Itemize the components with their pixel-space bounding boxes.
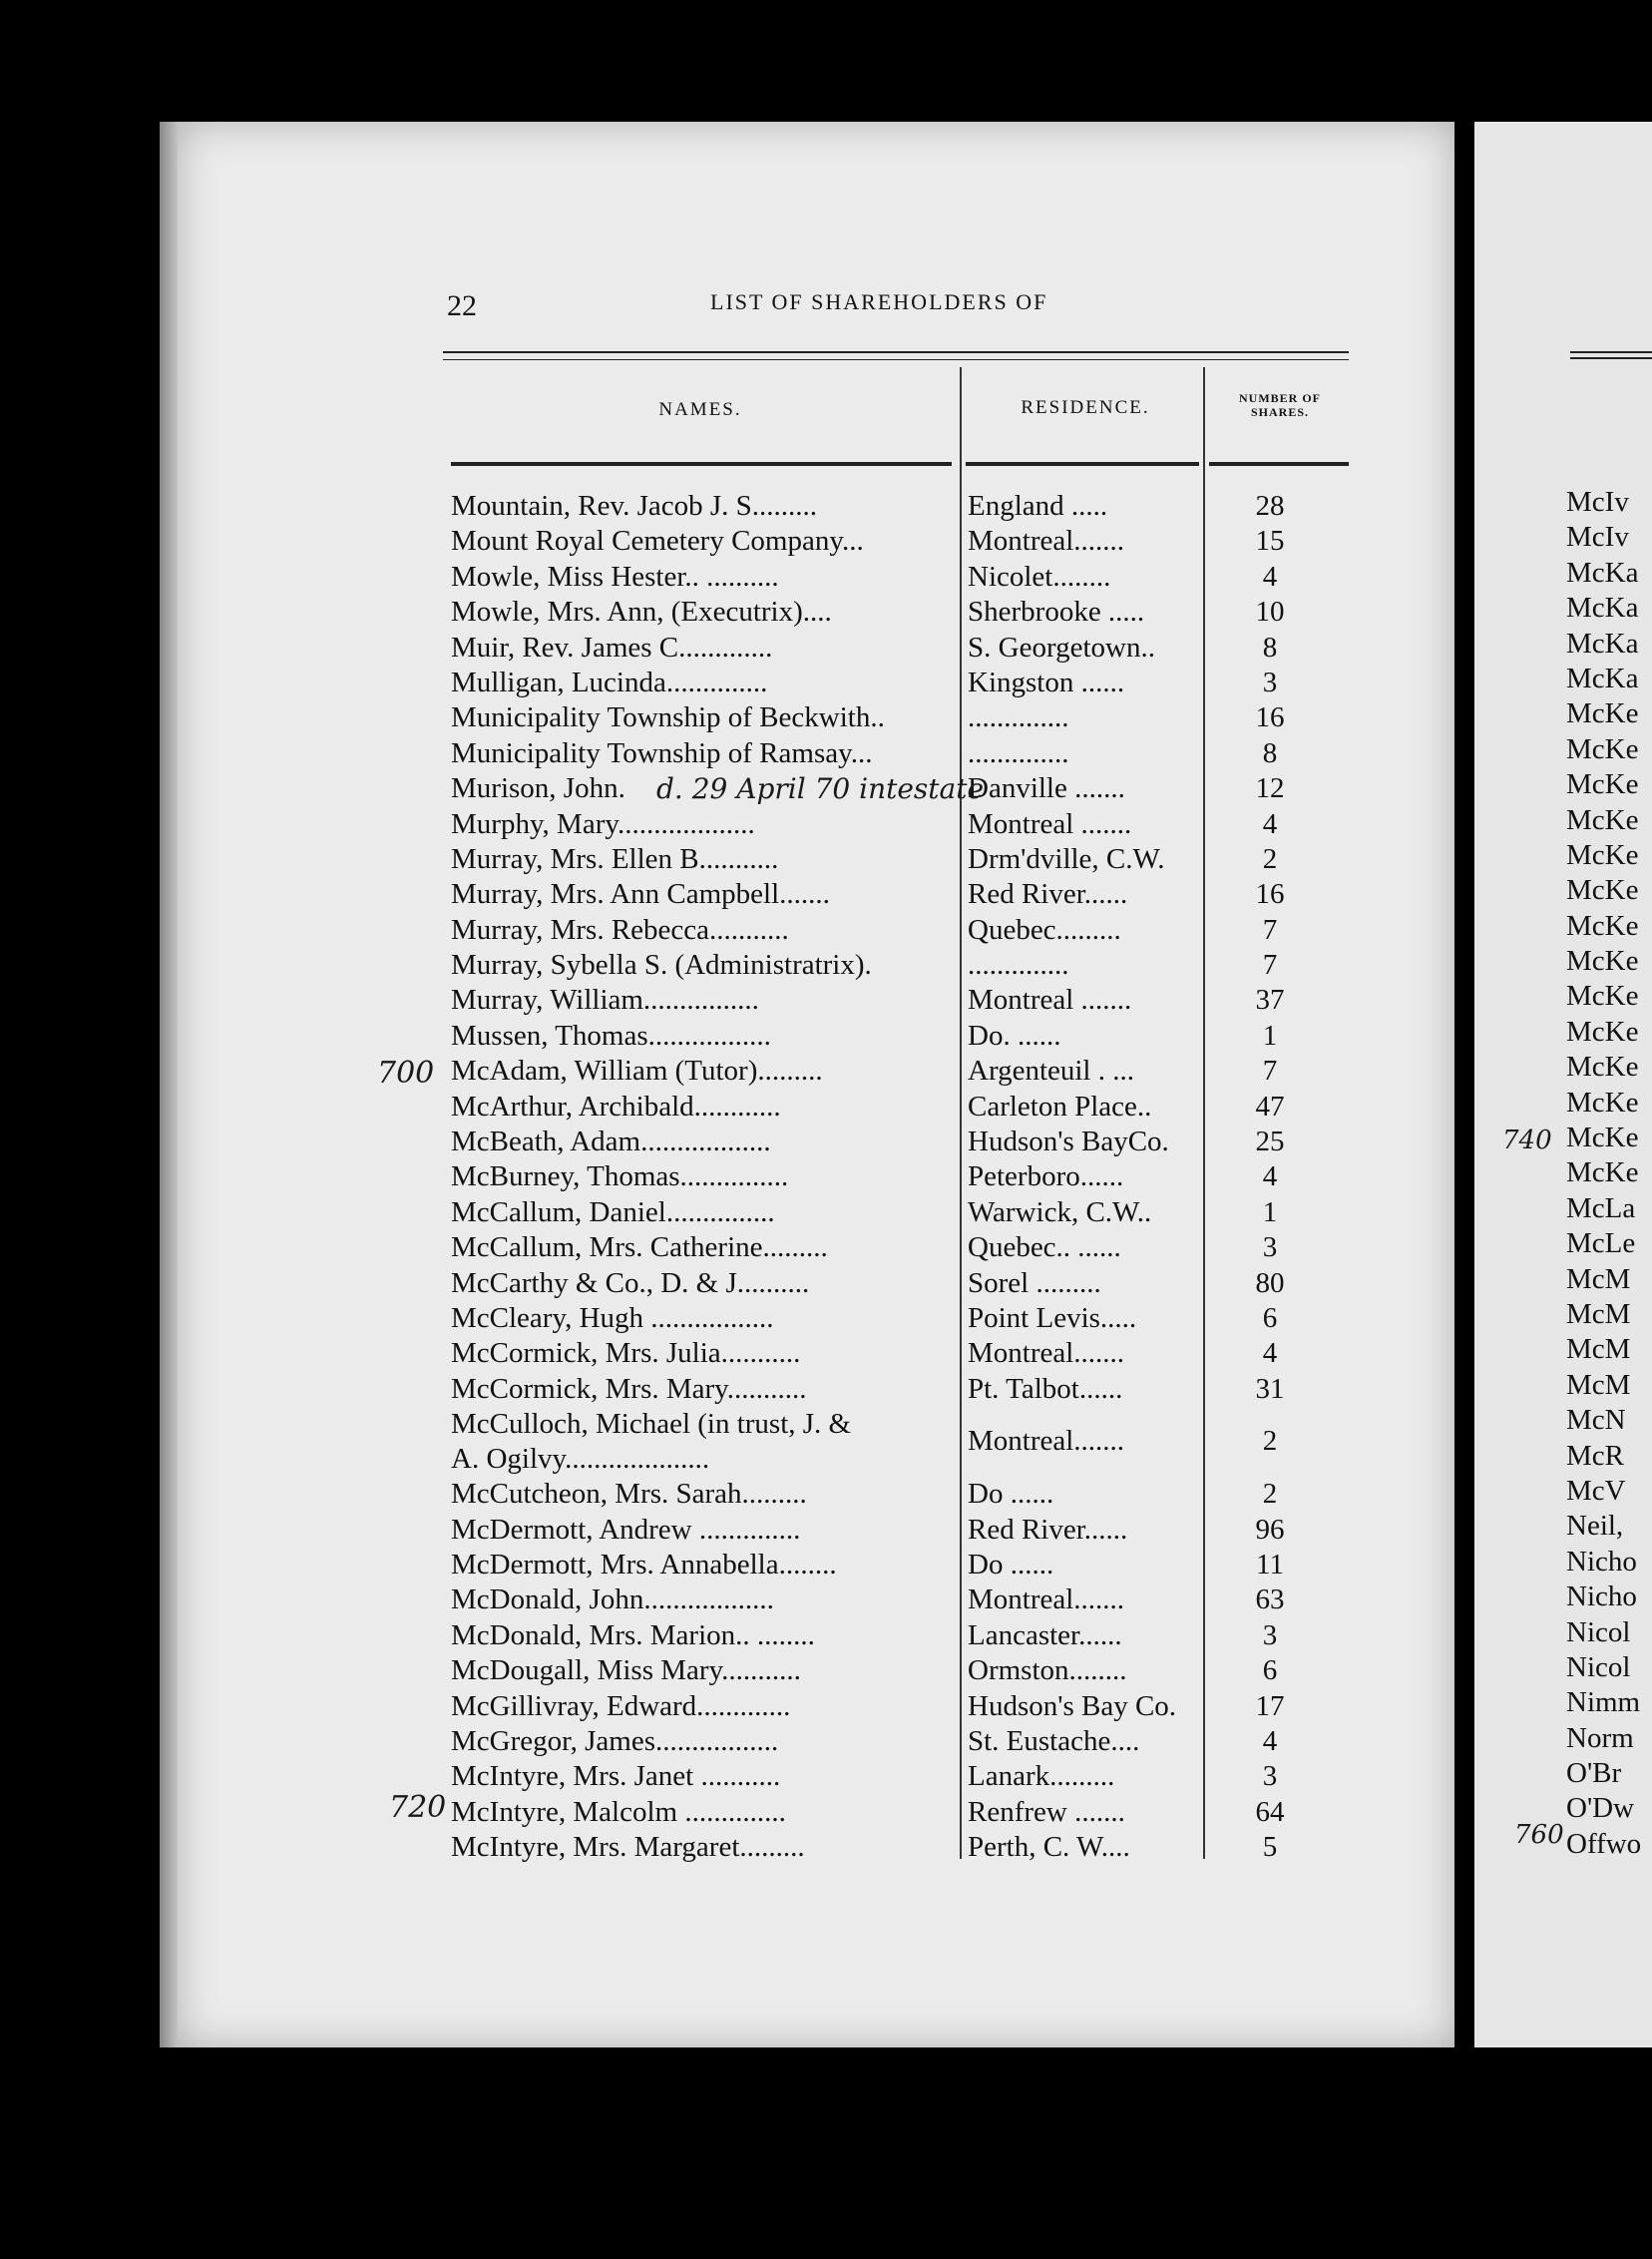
table-row bbox=[451, 1477, 1349, 1512]
shareholder-shares: 7 bbox=[1262, 913, 1278, 946]
table-row bbox=[451, 1513, 1349, 1548]
facing-page-names bbox=[1566, 485, 1652, 1862]
header-rule bbox=[443, 351, 1349, 360]
table-row bbox=[451, 1724, 1349, 1759]
shareholder-name: McDougall, Miss Mary........... bbox=[451, 1654, 801, 1687]
facing-page-name-fragment: McIv bbox=[1566, 486, 1629, 518]
shareholder-shares: 3 bbox=[1262, 1618, 1278, 1651]
shareholder-shares: 5 bbox=[1262, 1831, 1278, 1864]
facing-page-name-fragment: Nicho bbox=[1566, 1545, 1637, 1578]
shareholder-name bbox=[451, 1407, 964, 1477]
facing-page-name-fragment: McKe bbox=[1566, 1156, 1639, 1189]
table-row bbox=[451, 1090, 1349, 1125]
facing-page-name-fragment: McKe bbox=[1566, 697, 1639, 730]
running-title: LIST OF SHAREHOLDERS OF bbox=[710, 289, 1048, 314]
table-row bbox=[451, 877, 1349, 912]
shareholder-residence: Montreal....... bbox=[968, 1425, 1125, 1458]
shareholder-name: Mulligan, Lucinda.............. bbox=[451, 666, 768, 698]
shareholder-name: McCarthy & Co., D. & J.......... bbox=[451, 1266, 810, 1299]
shareholder-name: Murray, Mrs. Ann Campbell....... bbox=[451, 878, 830, 911]
shareholder-shares: 16 bbox=[1255, 701, 1285, 734]
facing-page-name-fragment: McM bbox=[1566, 1297, 1631, 1330]
shareholder-shares: 2 bbox=[1262, 1478, 1278, 1511]
table-row bbox=[451, 807, 1349, 842]
shareholder-table bbox=[451, 489, 1349, 1865]
shareholder-residence: Nicolet........ bbox=[968, 560, 1111, 593]
facing-page-name-fragment: McKe bbox=[1566, 838, 1639, 871]
facing-page bbox=[1474, 122, 1652, 2047]
shareholder-name: McCallum, Daniel............... bbox=[451, 1195, 775, 1228]
facing-page-name-fragment: McKe bbox=[1566, 980, 1639, 1013]
shareholder-residence: Danville ....... bbox=[968, 772, 1125, 805]
shareholder-name: McGillivray, Edward............. bbox=[451, 1689, 791, 1722]
table-row bbox=[451, 1653, 1349, 1688]
facing-page-name-fragment: McM bbox=[1566, 1368, 1631, 1401]
table-row bbox=[451, 1266, 1349, 1301]
facing-page-name-fragment: O'Dw bbox=[1566, 1792, 1635, 1825]
shareholder-residence: Montreal....... bbox=[968, 1337, 1125, 1370]
table-row bbox=[451, 1230, 1349, 1265]
shareholder-shares: 16 bbox=[1255, 878, 1285, 911]
shareholder-residence: Hudson's Bay Co. bbox=[968, 1689, 1177, 1722]
shareholder-name: Muir, Rev. James C............. bbox=[451, 631, 773, 664]
shareholder-name: Murphy, Mary................... bbox=[451, 807, 755, 840]
table-row bbox=[451, 1159, 1349, 1194]
table-row bbox=[451, 1582, 1349, 1617]
facing-page-name-fragment: Nicho bbox=[1566, 1581, 1637, 1613]
table-row bbox=[451, 631, 1349, 666]
shareholder-name: Mount Royal Cemetery Company... bbox=[451, 525, 864, 558]
residence-header-rule bbox=[966, 462, 1199, 466]
table-row bbox=[451, 1759, 1349, 1794]
facing-page-name-fragment: McN bbox=[1566, 1404, 1626, 1437]
handwritten-note-740: 740 bbox=[1502, 1126, 1552, 1155]
table-row bbox=[451, 1019, 1349, 1054]
shareholder-name: McCormick, Mrs. Julia........... bbox=[451, 1337, 801, 1370]
shareholder-residence: Red River...... bbox=[968, 878, 1128, 911]
facing-page-name-fragment: McKa bbox=[1566, 662, 1639, 694]
shareholder-name: McBurney, Thomas............... bbox=[451, 1160, 789, 1193]
shareholder-shares: 1 bbox=[1262, 1195, 1278, 1228]
shareholder-name: McDonald, John.................. bbox=[451, 1583, 774, 1616]
shareholder-residence: Lancaster...... bbox=[968, 1618, 1122, 1651]
shareholder-shares: 4 bbox=[1262, 1724, 1278, 1757]
shareholder-shares: 7 bbox=[1262, 1055, 1278, 1088]
shareholder-name: Murray, William................ bbox=[451, 984, 759, 1017]
shareholder-residence: .............. bbox=[968, 736, 1069, 769]
shareholder-shares: 2 bbox=[1262, 842, 1278, 875]
facing-page-name-fragment: McKa bbox=[1566, 556, 1639, 589]
shareholder-shares: 2 bbox=[1262, 1425, 1278, 1458]
facing-page-name-fragment: Nicol bbox=[1566, 1615, 1631, 1648]
shareholder-name: Murray, Mrs. Rebecca........... bbox=[451, 913, 789, 946]
shareholder-shares: 37 bbox=[1255, 984, 1285, 1017]
shareholder-name: Mowle, Miss Hester.. .......... bbox=[451, 560, 779, 593]
shareholder-name: Mussen, Thomas................. bbox=[451, 1019, 771, 1052]
shareholder-shares: 47 bbox=[1255, 1090, 1285, 1123]
table-row bbox=[451, 913, 1349, 948]
facing-page-name-fragment: Nicol bbox=[1566, 1650, 1631, 1683]
shareholder-residence: Red River...... bbox=[968, 1513, 1128, 1546]
names-header-rule bbox=[451, 462, 952, 466]
table-row bbox=[451, 1618, 1349, 1653]
facing-page-name-fragment: McKe bbox=[1566, 874, 1639, 907]
shareholder-shares: 4 bbox=[1262, 1337, 1278, 1370]
shareholder-residence: Do ...... bbox=[968, 1548, 1054, 1581]
shareholder-name: Murray, Mrs. Ellen B........... bbox=[451, 842, 779, 875]
shareholder-residence: .............. bbox=[968, 701, 1069, 734]
shareholder-name-line2: A. Ogilvy.................... bbox=[451, 1443, 710, 1476]
facing-page-name-fragment: McM bbox=[1566, 1262, 1631, 1295]
shareholder-name-line1: McCulloch, Michael (in trust, J. & bbox=[451, 1408, 852, 1441]
table-row bbox=[451, 595, 1349, 630]
facing-page-name-fragment: McM bbox=[1566, 1333, 1631, 1366]
table-row bbox=[451, 1125, 1349, 1159]
shares-header-line2: SHARES. bbox=[1250, 405, 1310, 419]
shareholder-residence: Perth, C. W.... bbox=[968, 1831, 1130, 1864]
shareholder-shares: 10 bbox=[1255, 596, 1285, 629]
table-row bbox=[451, 736, 1349, 771]
facing-page-name-fragment: McKe bbox=[1566, 1051, 1639, 1084]
facing-page-name-fragment: Neil, bbox=[1566, 1510, 1624, 1543]
shareholder-residence: Montreal....... bbox=[968, 525, 1125, 558]
facing-page-name-fragment: McLe bbox=[1566, 1227, 1636, 1260]
table-row bbox=[451, 700, 1349, 735]
column-header-residence: RESIDENCE. bbox=[1021, 397, 1150, 418]
facing-page-rule bbox=[1570, 347, 1652, 359]
shareholder-name: Murison, John. bbox=[451, 772, 625, 805]
shareholder-shares: 8 bbox=[1262, 631, 1278, 664]
shareholder-residence: Kingston ...... bbox=[968, 666, 1125, 698]
table-row bbox=[451, 1195, 1349, 1230]
facing-page-name-fragment: McR bbox=[1566, 1439, 1624, 1472]
table-row bbox=[451, 489, 1349, 524]
facing-page-name-fragment: O'Br bbox=[1566, 1757, 1622, 1790]
shareholder-residence: Point Levis..... bbox=[968, 1301, 1137, 1334]
shareholder-shares: 96 bbox=[1255, 1513, 1285, 1546]
shareholder-residence: Argenteuil . ... bbox=[968, 1055, 1134, 1088]
facing-page-name-fragment: McKa bbox=[1566, 627, 1639, 660]
facing-page-name-fragment: Nimm bbox=[1566, 1686, 1641, 1719]
shareholder-residence: Montreal....... bbox=[968, 1583, 1125, 1616]
shareholder-shares: 8 bbox=[1262, 736, 1278, 769]
shareholder-shares: 80 bbox=[1255, 1266, 1285, 1299]
table-row bbox=[451, 1548, 1349, 1582]
shareholder-residence: Ormston........ bbox=[968, 1654, 1127, 1687]
shareholder-name: McCormick, Mrs. Mary........... bbox=[451, 1372, 807, 1405]
column-header-names: NAMES. bbox=[658, 399, 742, 420]
table-row bbox=[451, 1830, 1349, 1865]
table-row bbox=[451, 1407, 1349, 1477]
shareholder-name: Mountain, Rev. Jacob J. S......... bbox=[451, 490, 818, 522]
handwritten-note-720: 720 bbox=[389, 1790, 447, 1825]
shareholder-shares: 4 bbox=[1262, 560, 1278, 593]
shareholder-shares: 12 bbox=[1255, 772, 1285, 805]
shareholder-name: Mowle, Mrs. Ann, (Executrix).... bbox=[451, 596, 832, 629]
shareholder-residence: Peterboro...... bbox=[968, 1160, 1124, 1193]
facing-page-name-fragment: McKe bbox=[1566, 768, 1639, 801]
shareholder-shares: 25 bbox=[1255, 1126, 1285, 1158]
shareholder-name: McCutcheon, Mrs. Sarah......... bbox=[451, 1478, 807, 1511]
handwritten-note-760: 760 bbox=[1514, 1820, 1564, 1850]
shareholder-residence: Drm'dville, C.W. bbox=[968, 842, 1165, 875]
table-row bbox=[451, 842, 1349, 877]
table-row bbox=[451, 1301, 1349, 1336]
shareholder-residence: Hudson's BayCo. bbox=[968, 1126, 1169, 1158]
shareholder-shares: 3 bbox=[1262, 1760, 1278, 1793]
table-row bbox=[451, 1054, 1349, 1089]
facing-page-name-fragment: Norm bbox=[1566, 1721, 1634, 1754]
shareholder-residence: Do. ...... bbox=[968, 1019, 1061, 1052]
shareholder-shares: 6 bbox=[1262, 1301, 1278, 1334]
shareholder-shares: 1 bbox=[1262, 1019, 1278, 1052]
shareholder-residence: Montreal ....... bbox=[968, 984, 1132, 1017]
table-row bbox=[451, 1795, 1349, 1830]
table-row bbox=[451, 666, 1349, 700]
shareholder-name: McGregor, James................. bbox=[451, 1724, 779, 1757]
handwritten-note-murison: d. 29 April 70 intestate bbox=[656, 772, 985, 805]
shareholder-name: McCallum, Mrs. Catherine......... bbox=[451, 1231, 828, 1264]
facing-page-name-fragment: McIv bbox=[1566, 521, 1629, 554]
page-number: 22 bbox=[447, 289, 477, 322]
shareholder-shares: 3 bbox=[1262, 666, 1278, 698]
shareholder-name: McDermott, Andrew .............. bbox=[451, 1513, 801, 1546]
shareholder-name: Murray, Sybella S. (Administratrix). bbox=[451, 949, 872, 982]
facing-page-name-fragment: McKe bbox=[1566, 803, 1639, 836]
shareholder-residence: Montreal ....... bbox=[968, 807, 1132, 840]
table-row bbox=[451, 1689, 1349, 1724]
shareholder-residence: England ..... bbox=[968, 490, 1108, 522]
table-row bbox=[451, 1336, 1349, 1371]
table-row bbox=[451, 983, 1349, 1018]
shareholder-shares: 17 bbox=[1255, 1689, 1285, 1722]
shareholder-name: McBeath, Adam.................. bbox=[451, 1126, 771, 1158]
shareholder-residence: Quebec......... bbox=[968, 913, 1121, 946]
facing-page-name-fragment: McKe bbox=[1566, 945, 1639, 978]
shareholder-name: McAdam, William (Tutor)......... bbox=[451, 1055, 823, 1088]
facing-page-name-fragment: McKe bbox=[1566, 1015, 1639, 1048]
shareholder-name: Municipality Township of Beckwith.. bbox=[451, 701, 885, 734]
shareholder-residence: Lanark......... bbox=[968, 1760, 1115, 1793]
shareholder-shares: 4 bbox=[1262, 1160, 1278, 1193]
shareholder-residence: Warwick, C.W.. bbox=[968, 1195, 1152, 1228]
shareholder-residence: St. Eustache.... bbox=[968, 1724, 1140, 1757]
shareholder-shares: 3 bbox=[1262, 1231, 1278, 1264]
shareholder-shares: 64 bbox=[1255, 1795, 1285, 1828]
shareholder-name: McDonald, Mrs. Marion.. ........ bbox=[451, 1618, 815, 1651]
shareholder-residence: Sorel ......... bbox=[968, 1266, 1101, 1299]
shares-header-line1: NUMBER OF bbox=[1239, 391, 1321, 405]
facing-page-name-fragment: McKe bbox=[1566, 1122, 1639, 1154]
shareholder-shares: 31 bbox=[1255, 1372, 1285, 1405]
table-row bbox=[451, 948, 1349, 983]
shareholder-residence: .............. bbox=[968, 949, 1069, 982]
shareholder-name: McCleary, Hugh ................. bbox=[451, 1301, 774, 1334]
table-row bbox=[451, 1372, 1349, 1407]
shareholder-residence: Pt. Talbot...... bbox=[968, 1372, 1123, 1405]
shareholder-name: Municipality Township of Ramsay... bbox=[451, 736, 873, 769]
shareholder-name: McDermott, Mrs. Annabella........ bbox=[451, 1548, 837, 1581]
table-row bbox=[451, 560, 1349, 595]
shareholder-residence: Renfrew ....... bbox=[968, 1795, 1125, 1828]
facing-page-name-fragment: McKe bbox=[1566, 1086, 1639, 1119]
shareholder-shares: 15 bbox=[1255, 525, 1285, 558]
shareholder-shares: 28 bbox=[1255, 490, 1285, 522]
shareholder-shares: 63 bbox=[1255, 1583, 1285, 1616]
shareholder-residence: Do ...... bbox=[968, 1478, 1054, 1511]
shareholder-residence: Quebec.. ...... bbox=[968, 1231, 1121, 1264]
shareholder-name: McIntyre, Malcolm .............. bbox=[451, 1795, 786, 1828]
shareholder-shares: 11 bbox=[1256, 1548, 1284, 1581]
shareholder-name: McIntyre, Mrs. Margaret......... bbox=[451, 1831, 805, 1864]
shareholder-name: McArthur, Archibald............ bbox=[451, 1090, 781, 1123]
shareholder-residence: Carleton Place.. bbox=[968, 1090, 1152, 1123]
facing-page-name-fragment: McKe bbox=[1566, 909, 1639, 942]
shareholder-name: McIntyre, Mrs. Janet ........... bbox=[451, 1760, 781, 1793]
shareholder-residence: Sherbrooke ..... bbox=[968, 596, 1145, 629]
shares-header-rule bbox=[1209, 462, 1349, 466]
column-header-shares bbox=[1207, 391, 1353, 419]
facing-page-name-fragment: McV bbox=[1566, 1474, 1626, 1507]
facing-page-name-fragment: McLa bbox=[1566, 1191, 1636, 1224]
shareholder-shares: 4 bbox=[1262, 807, 1278, 840]
table-row bbox=[451, 524, 1349, 559]
shareholder-shares: 7 bbox=[1262, 949, 1278, 982]
facing-page-name-fragment: McKe bbox=[1566, 732, 1639, 765]
facing-page-name-fragment: McKa bbox=[1566, 592, 1639, 625]
shareholder-residence: S. Georgetown.. bbox=[968, 631, 1155, 664]
handwritten-note-700: 700 bbox=[377, 1056, 435, 1091]
shareholder-shares: 6 bbox=[1262, 1654, 1278, 1687]
facing-page-name-fragment: Offwo bbox=[1566, 1827, 1642, 1860]
